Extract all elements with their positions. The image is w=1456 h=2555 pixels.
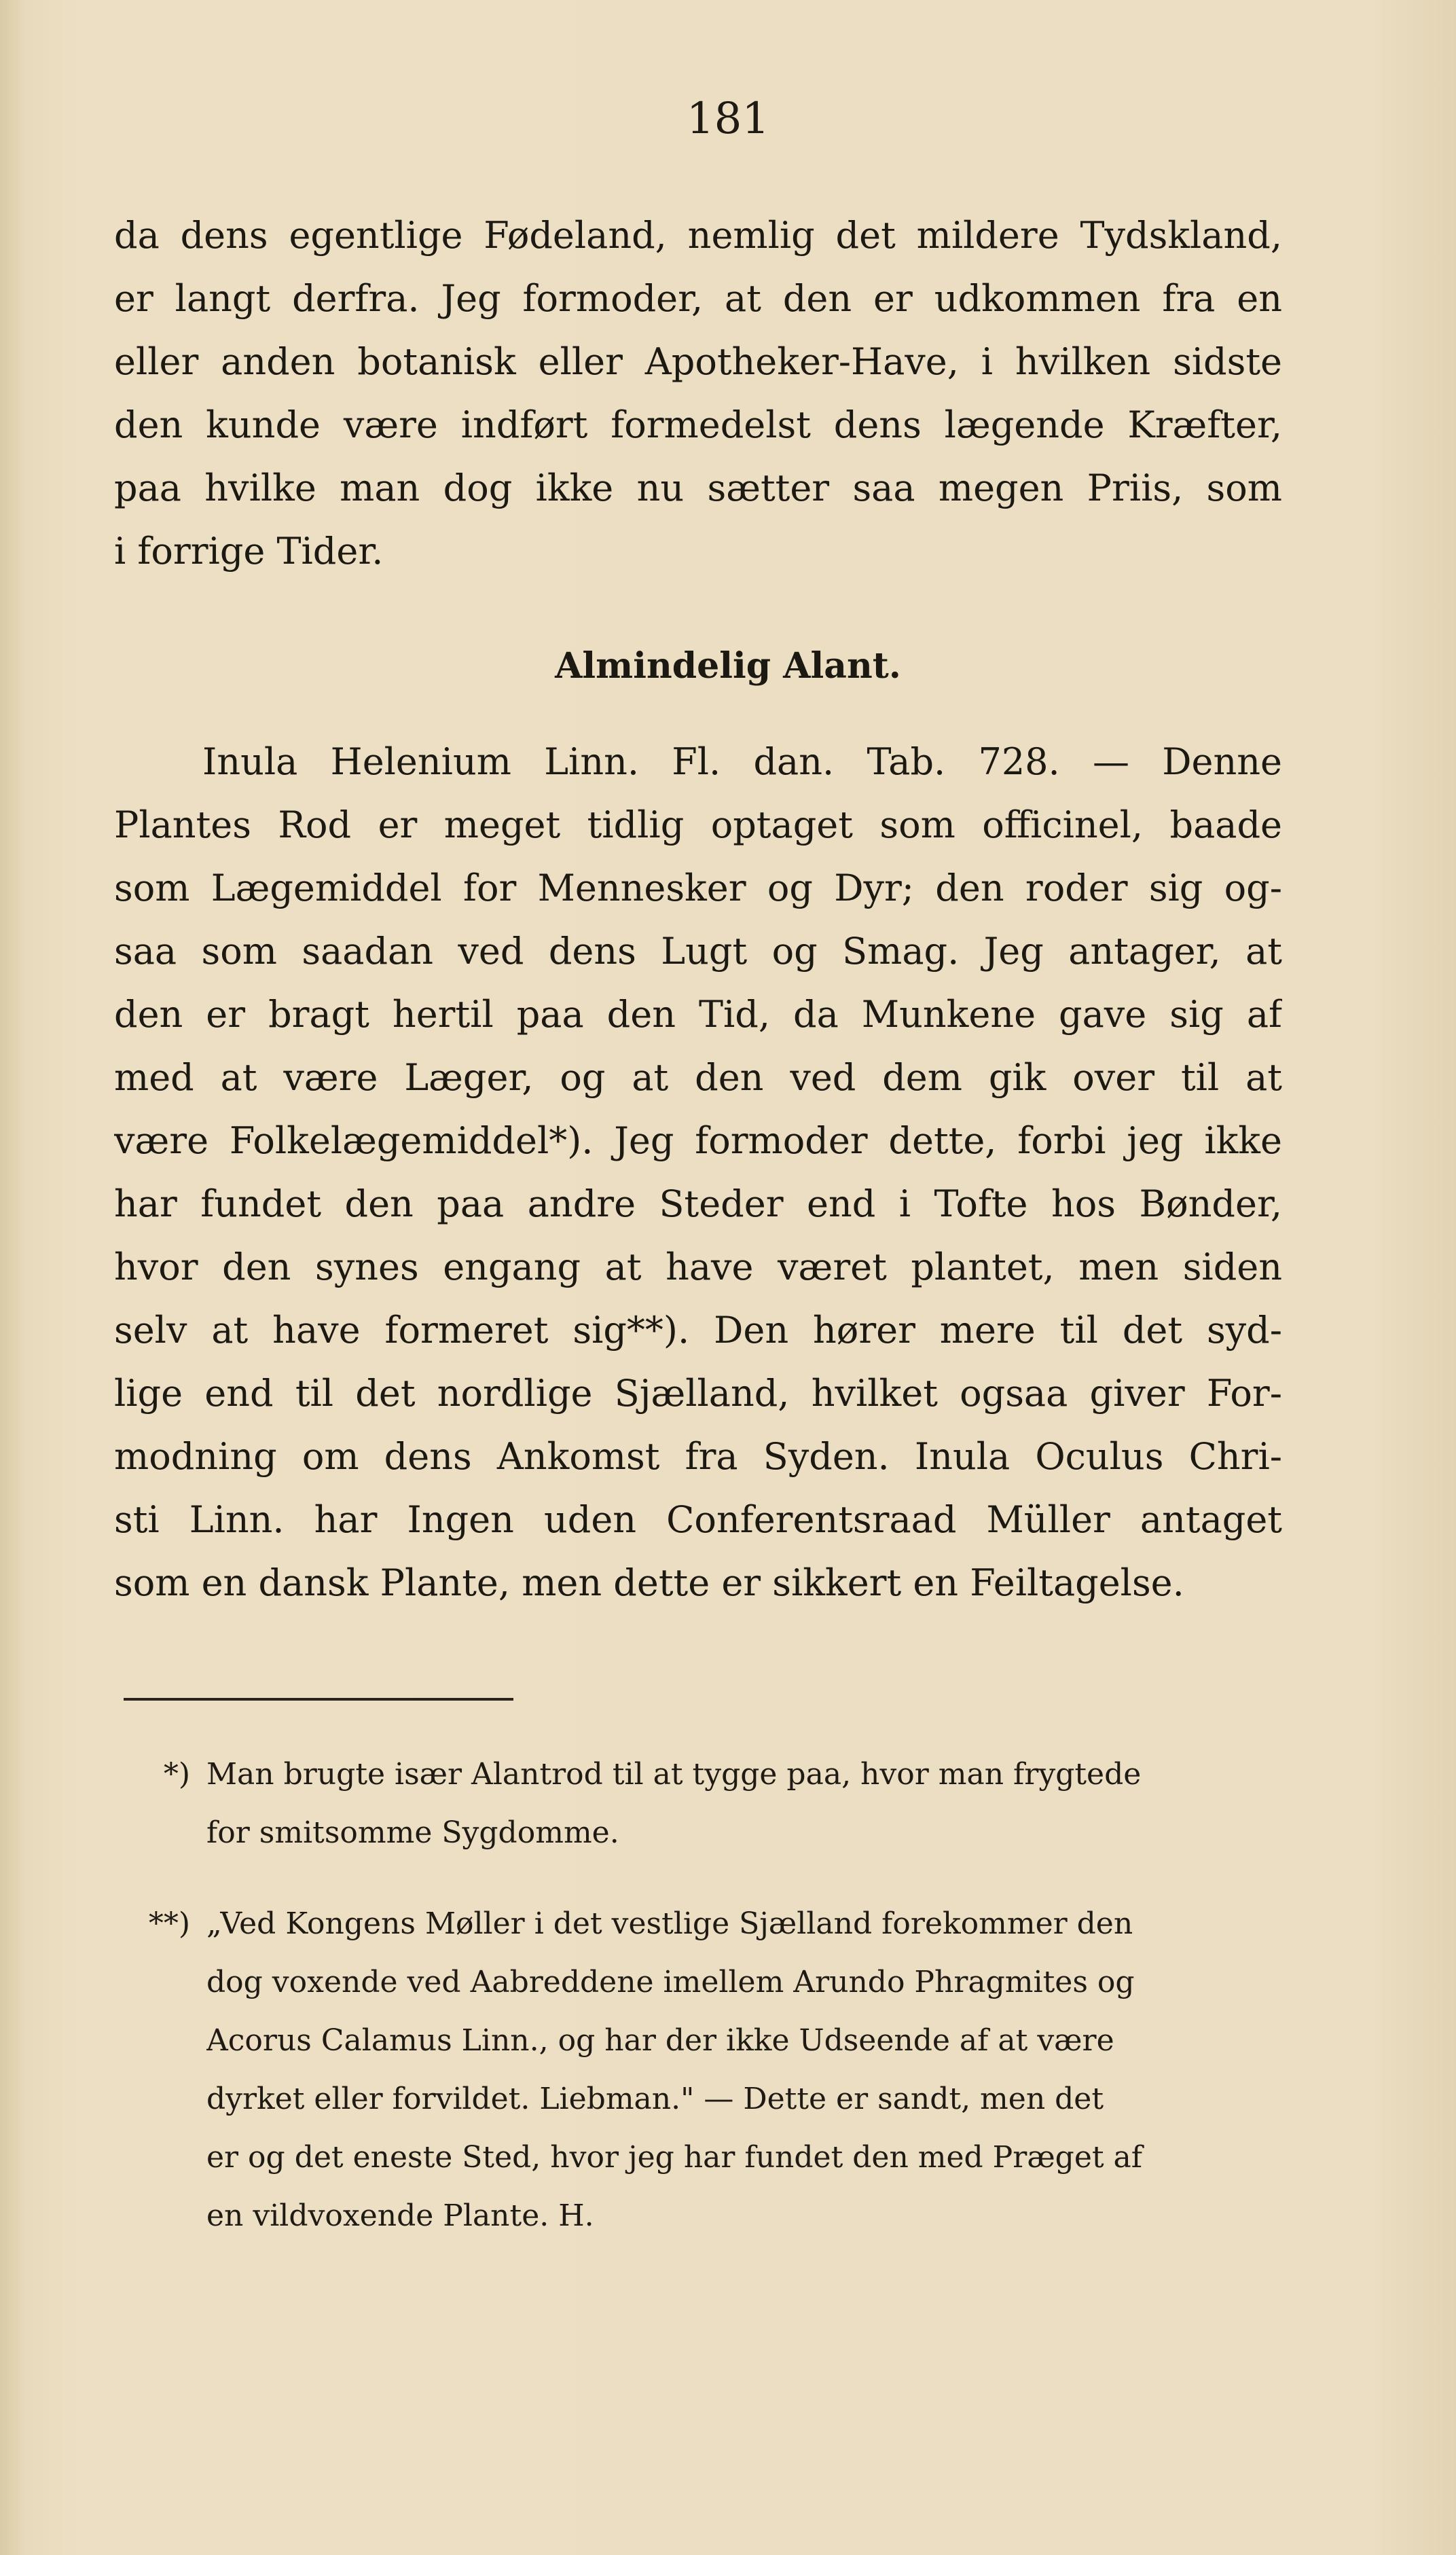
text-line: selv at have formeret sig**). Den hører mere til det syd- [114,1309,1282,1352]
footnote-divider [124,1698,513,1701]
footnote-line: for smitsomme Sygdomme. [206,1815,619,1850]
text-line: modning om dens Ankomst fra Syden. Inula Oculus Chri- [114,1435,1282,1478]
footnote-marker: **) [148,1906,190,1941]
paragraph-alant [114,730,1282,1614]
footnote-marker: *) [163,1757,190,1792]
footnote-line: dog voxende ved Aabreddene imellem Arundo Phragmites og [206,1965,1135,1999]
page-number: 181 [686,94,770,144]
footnote-2 [122,1895,1290,2245]
footnote-line: er og det eneste Sted, hvor jeg har fundet den med Præget af [206,2140,1143,2175]
text-line: da dens egentlige Fødeland, nemlig det mildere Tydskland, [114,214,1282,257]
paragraph-continuation [114,204,1282,583]
text-line: hvor den synes engang at have været plantet, men siden [114,1246,1282,1288]
text-line: lige end til det nordlige Sjælland, hvilket ogsaa giver For- [114,1372,1282,1415]
text-line: være Folkelægemiddel*). Jeg formoder dette, forbi jeg ikke [114,1119,1282,1162]
text-line: med at være Læger, og at den ved dem gik over til at [114,1056,1282,1099]
footnote-line: Acorus Calamus Linn., og har der ikke Udseende af at være [206,2023,1114,2058]
text-line: er langt derfra. Jeg formoder, at den er udkommen fra en [114,277,1282,320]
footnote-1 [122,1745,1290,1862]
text-line: har fundet den paa andre Steder end i Tofte hos Bønder, [114,1182,1282,1225]
text-line: i forrige Tider. [114,530,384,573]
footnote-line: „Ved Kongens Møller i det vestlige Sjælland forekommer den [206,1906,1133,1941]
text-line: Inula Helenium Linn. Fl. dan. Tab. 728. — Denne [202,740,1282,783]
text-line: den kunde være indført formedelst dens lægende Kræfter, [114,403,1282,446]
text-line: sti Linn. har Ingen uden Conferentsraad Müller antaget [114,1498,1282,1541]
text-line: Plantes Rod er meget tidlig optaget som officinel, baade [114,803,1282,846]
footnote-line: dyrket eller forvildet. Liebman." — Dette er sandt, men det [206,2082,1104,2116]
text-line: eller anden botanisk eller Apotheker-Have, i hvilken sidste [114,340,1282,383]
text-line: som en dansk Plante, men dette er sikkert en Feiltagelse. [114,1561,1184,1604]
text-line: paa hvilke man dog ikke nu sætter saa megen Priis, som [114,467,1282,509]
text-line: den er bragt hertil paa den Tid, da Munkene gave sig af [114,993,1282,1036]
footnote-line: en vildvoxende Plante. H. [206,2198,594,2233]
footnote-line: Man brugte især Alantrod til at tygge paa, hvor man frygtede [206,1757,1142,1792]
section-heading: Almindelig Alant. [555,645,901,687]
text-line: som Lægemiddel for Mennesker og Dyr; den roder sig og- [114,867,1282,909]
text-line: saa som saadan ved dens Lugt og Smag. Jeg antager, at [114,930,1282,973]
